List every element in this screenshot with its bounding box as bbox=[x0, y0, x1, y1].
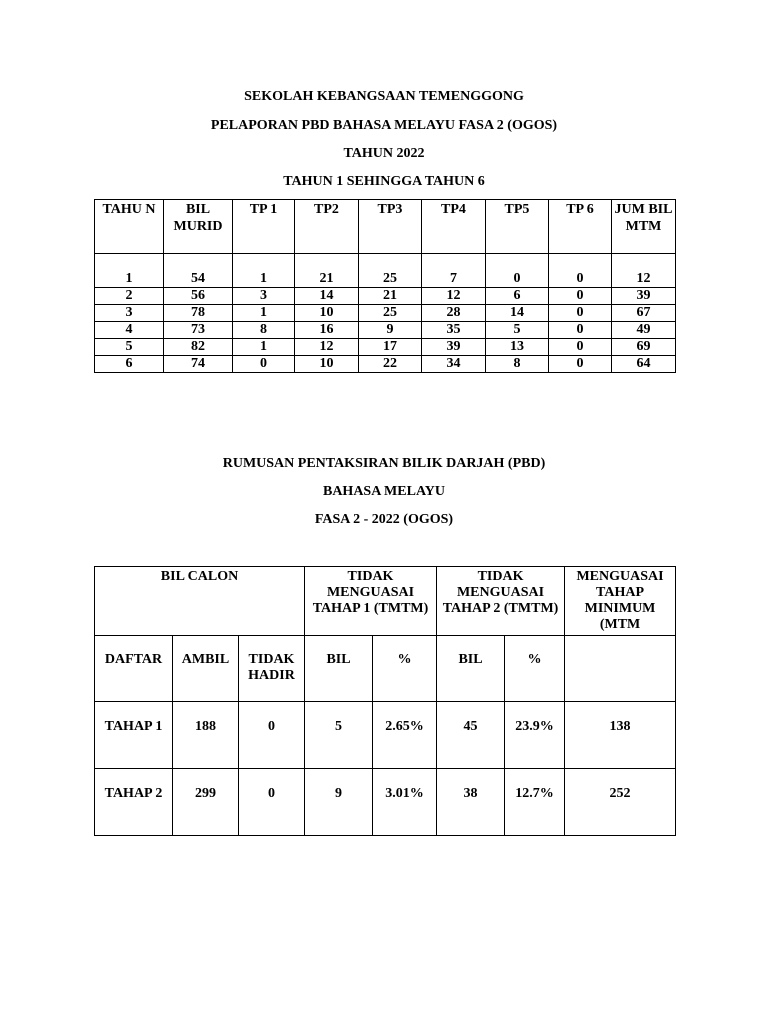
header-tp1: TP 1 bbox=[233, 200, 295, 254]
header-bil-1: BIL bbox=[305, 636, 373, 702]
table-cell: 3.01% bbox=[373, 769, 437, 836]
table-cell: 39 bbox=[422, 339, 486, 356]
header-daftar: DAFTAR bbox=[95, 636, 173, 702]
report-year: TAHUN 2022 bbox=[343, 146, 425, 161]
table-cell: 12 bbox=[295, 339, 359, 356]
table-cell: 12 bbox=[612, 271, 676, 288]
table-cell: 22 bbox=[359, 356, 422, 373]
table-cell: 0 bbox=[233, 356, 295, 373]
table1-spacer-row bbox=[95, 254, 676, 272]
table-cell: 54 bbox=[164, 271, 233, 288]
table-cell: 13 bbox=[486, 339, 549, 356]
report-title: PELAPORAN PBD BAHASA MELAYU FASA 2 (OGOS) bbox=[210, 118, 558, 133]
table-cell: 25 bbox=[359, 305, 422, 322]
table-cell: 38 bbox=[437, 769, 505, 836]
table-cell: 1 bbox=[95, 271, 164, 288]
table-cell: 0 bbox=[239, 769, 305, 836]
table-cell: 1 bbox=[233, 271, 295, 288]
table-row bbox=[95, 356, 676, 373]
table-cell: 188 bbox=[173, 702, 239, 769]
table-cell: 28 bbox=[422, 305, 486, 322]
table-cell: 56 bbox=[164, 288, 233, 305]
table1-header-row bbox=[95, 200, 676, 254]
header-tp3: TP3 bbox=[359, 200, 422, 254]
table-row bbox=[95, 305, 676, 322]
table-cell: 2.65% bbox=[373, 702, 437, 769]
table-cell: 0 bbox=[549, 305, 612, 322]
table-cell bbox=[164, 254, 233, 272]
table-cell: 6 bbox=[486, 288, 549, 305]
table-cell: 74 bbox=[164, 356, 233, 373]
summary-phase: FASA 2 - 2022 (OGOS) bbox=[314, 512, 454, 527]
table-cell: 9 bbox=[359, 322, 422, 339]
pbd-summary-table bbox=[94, 566, 676, 836]
table-cell: 3 bbox=[95, 305, 164, 322]
table-cell: 252 bbox=[565, 769, 676, 836]
table-cell bbox=[359, 254, 422, 272]
table-cell: 1 bbox=[233, 339, 295, 356]
school-name: SEKOLAH KEBANGSAAN TEMENGGONG bbox=[244, 89, 524, 104]
table-cell bbox=[295, 254, 359, 272]
header-pct-1: % bbox=[373, 636, 437, 702]
table-cell: 73 bbox=[164, 322, 233, 339]
table-row bbox=[95, 271, 676, 288]
table-cell: 10 bbox=[295, 356, 359, 373]
table-cell: 14 bbox=[486, 305, 549, 322]
header-jum-bil-mtm: JUM BIL MTM bbox=[612, 200, 676, 254]
table-cell bbox=[422, 254, 486, 272]
table-cell: 0 bbox=[486, 271, 549, 288]
header-tp2: TP2 bbox=[295, 200, 359, 254]
header-tmtm-tahap2: TIDAK MENGUASAI TAHAP 2 (TMTM) bbox=[437, 567, 565, 636]
table-cell: 0 bbox=[549, 271, 612, 288]
table-cell: 82 bbox=[164, 339, 233, 356]
header-tmtm-tahap1: TIDAK MENGUASAI TAHAP 1 (TMTM) bbox=[305, 567, 437, 636]
table-cell: 9 bbox=[305, 769, 373, 836]
table-cell bbox=[95, 254, 164, 272]
tp-distribution-table bbox=[94, 199, 676, 373]
table-row bbox=[95, 288, 676, 305]
table-row bbox=[95, 769, 676, 836]
table-cell: 7 bbox=[422, 271, 486, 288]
table-cell: 34 bbox=[422, 356, 486, 373]
table2-sub-header-row bbox=[95, 636, 676, 702]
table-cell: 0 bbox=[239, 702, 305, 769]
table-cell: 35 bbox=[422, 322, 486, 339]
header-bil-murid: BIL MURID bbox=[164, 200, 233, 254]
table-cell: 6 bbox=[95, 356, 164, 373]
summary-title: RUMUSAN PENTAKSIRAN BILIK DARJAH (PBD) bbox=[222, 456, 546, 471]
table-cell: 49 bbox=[612, 322, 676, 339]
table-cell: 4 bbox=[95, 322, 164, 339]
table-row bbox=[95, 702, 676, 769]
table-cell: 64 bbox=[612, 356, 676, 373]
table-cell: 5 bbox=[95, 339, 164, 356]
table-cell: 69 bbox=[612, 339, 676, 356]
table-cell: 3 bbox=[233, 288, 295, 305]
table-cell: 8 bbox=[233, 322, 295, 339]
summary-subject: BAHASA MELAYU bbox=[322, 484, 445, 499]
table-cell: 138 bbox=[565, 702, 676, 769]
table-cell: 0 bbox=[549, 339, 612, 356]
header-tp5: TP5 bbox=[486, 200, 549, 254]
table-cell: 12 bbox=[422, 288, 486, 305]
row-label: TAHAP 2 bbox=[95, 769, 173, 836]
table-cell: 21 bbox=[295, 271, 359, 288]
table-cell: 45 bbox=[437, 702, 505, 769]
header-ambil: AMBIL bbox=[173, 636, 239, 702]
table-cell: 0 bbox=[549, 288, 612, 305]
row-label: TAHAP 1 bbox=[95, 702, 173, 769]
table-row bbox=[95, 339, 676, 356]
table-cell: 299 bbox=[173, 769, 239, 836]
header-tp6: TP 6 bbox=[549, 200, 612, 254]
table-cell: 8 bbox=[486, 356, 549, 373]
header-pct-2: % bbox=[505, 636, 565, 702]
table2-group-header-row bbox=[95, 567, 676, 636]
header-tp4: TP4 bbox=[422, 200, 486, 254]
table-cell: 5 bbox=[305, 702, 373, 769]
header-bil-2: BIL bbox=[437, 636, 505, 702]
table-cell: 25 bbox=[359, 271, 422, 288]
table-cell: 10 bbox=[295, 305, 359, 322]
header-tidak-hadir: TIDAK HADIR bbox=[239, 636, 305, 702]
table-cell: 12.7% bbox=[505, 769, 565, 836]
header-bil-calon: BIL CALON bbox=[95, 567, 305, 636]
table-cell: 0 bbox=[549, 322, 612, 339]
table-cell: 17 bbox=[359, 339, 422, 356]
header-tahun: TAHU N bbox=[95, 200, 164, 254]
table-cell bbox=[486, 254, 549, 272]
year-range: TAHUN 1 SEHINGGA TAHUN 6 bbox=[283, 174, 485, 189]
table-cell: 78 bbox=[164, 305, 233, 322]
table-cell bbox=[612, 254, 676, 272]
table-cell: 5 bbox=[486, 322, 549, 339]
table-cell: 14 bbox=[295, 288, 359, 305]
table-cell: 16 bbox=[295, 322, 359, 339]
table-cell bbox=[565, 636, 676, 702]
table-cell: 1 bbox=[233, 305, 295, 322]
table-cell: 39 bbox=[612, 288, 676, 305]
table-cell: 21 bbox=[359, 288, 422, 305]
table-cell: 67 bbox=[612, 305, 676, 322]
table-cell bbox=[233, 254, 295, 272]
table-row bbox=[95, 322, 676, 339]
table-cell: 0 bbox=[549, 356, 612, 373]
table-cell: 2 bbox=[95, 288, 164, 305]
table-cell: 23.9% bbox=[505, 702, 565, 769]
table-cell bbox=[549, 254, 612, 272]
header-mtm: MENGUASAI TAHAP MINIMUM (MTM bbox=[565, 567, 676, 636]
